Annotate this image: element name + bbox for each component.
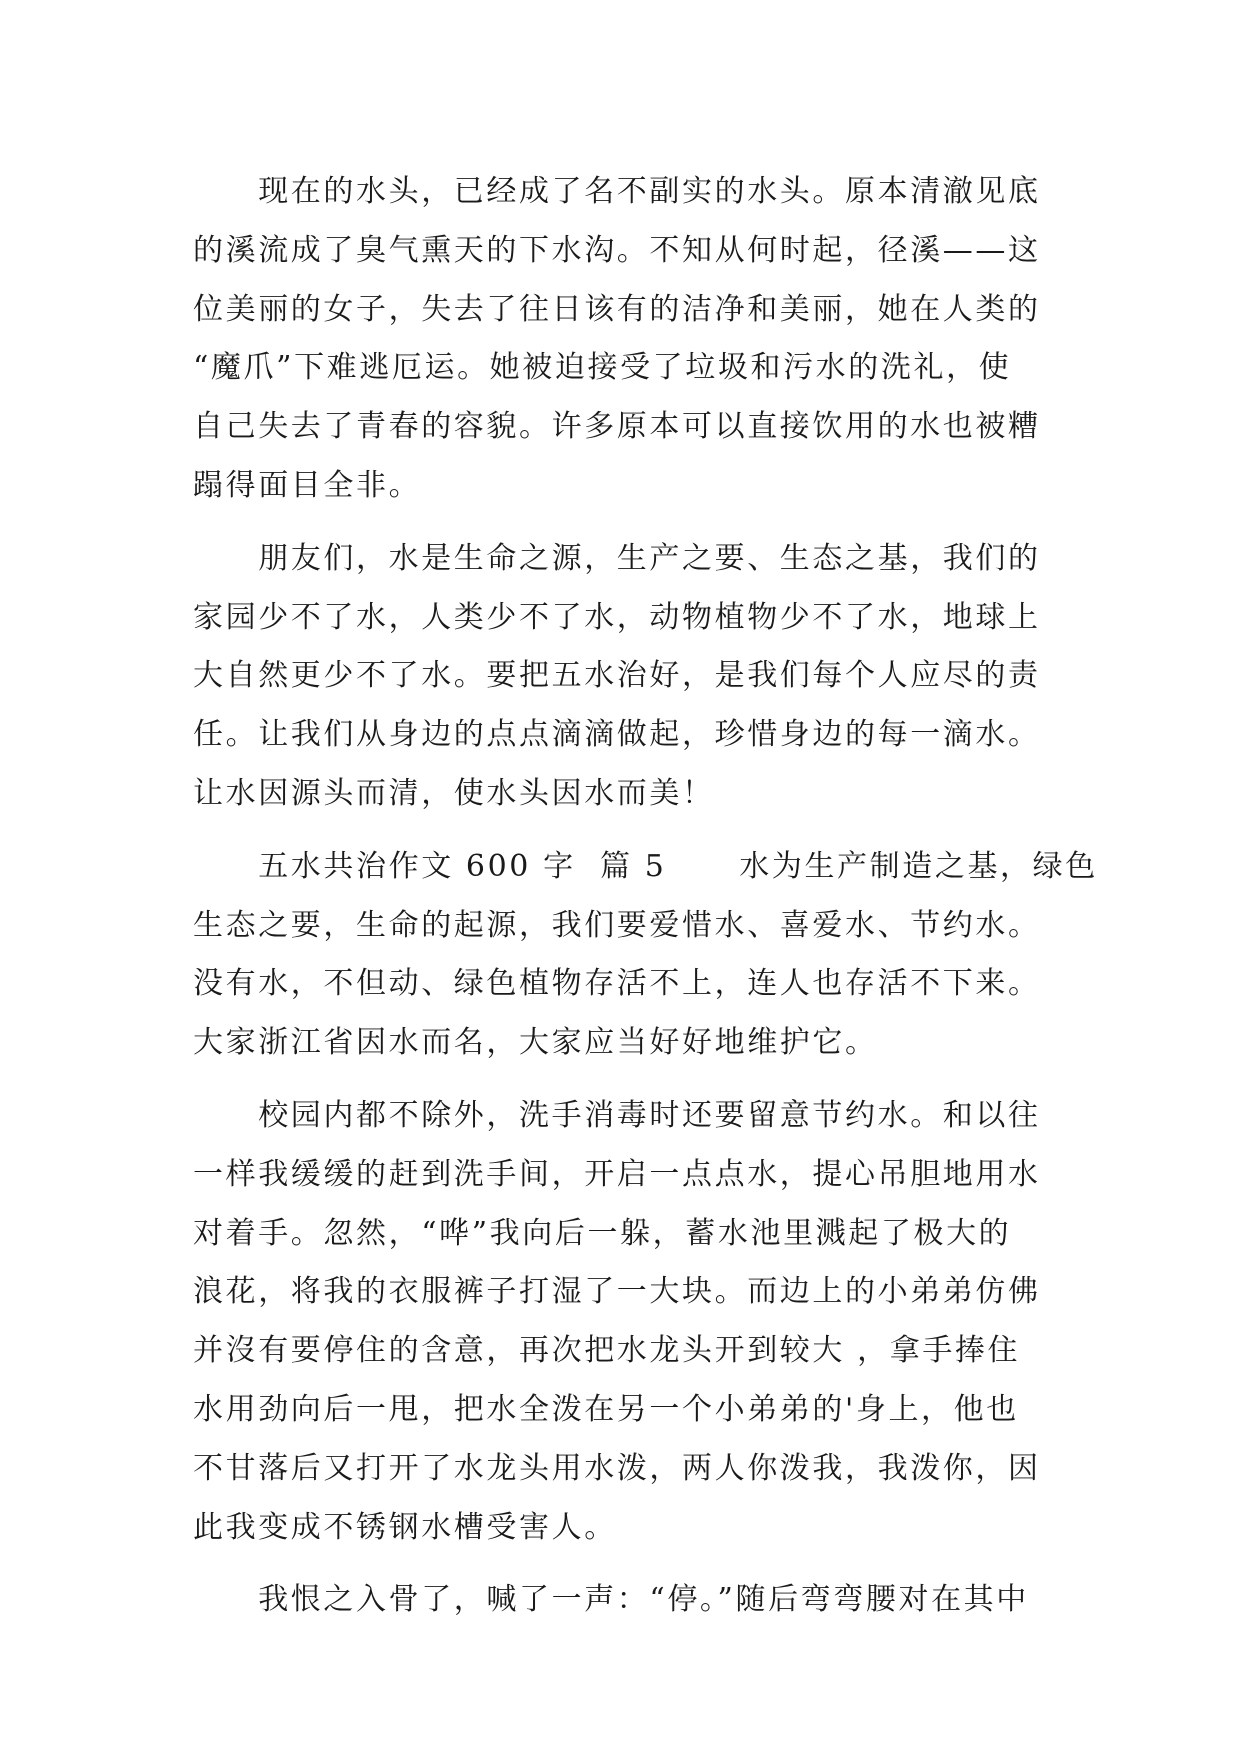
text-line: 生态之要，生命的起源，我们要爱惜水、喜爱水、节约水。 bbox=[193, 907, 1041, 943]
paragraph bbox=[193, 530, 1073, 824]
text-line: 朋友们，水是生命之源，生产之要、生态之基，我们的 bbox=[193, 540, 1041, 576]
text-line: 我恨之入骨了，喊了一声：“停。”随后弯弯腰对在其中 bbox=[193, 1582, 1029, 1618]
text-line: 五水共治作文 600 字 篇 5 水为生产制造之基，绿色 bbox=[193, 848, 1098, 884]
text-line: 校园内都不除外，洗手消毒时还要留意节约水。和以往 bbox=[193, 1097, 1041, 1133]
text-line: 自己失去了青春的容貌。许多原本可以直接饮用的水也被糟 bbox=[193, 409, 1041, 445]
text-line: 对着手。忽然，“哗”我向后一躲，蓄水池里溅起了极大的 bbox=[193, 1215, 1012, 1251]
text-line: 位美丽的女子，失去了往日该有的洁净和美丽，她在人类的 bbox=[193, 291, 1041, 327]
paragraph-gap bbox=[193, 516, 1073, 530]
text-line: 的溪流成了臭气熏天的下水沟。不知从何时起，径溪——这 bbox=[193, 232, 1041, 268]
text-line: “魔爪”下难逃厄运。她被迫接受了垃圾和污水的洗礼，使 bbox=[193, 350, 1012, 386]
text-line: 不甘落后又打开了水龙头用水泼，两人你泼我，我泼你，因 bbox=[193, 1450, 1041, 1486]
paragraph bbox=[193, 1571, 1073, 1630]
text-line: 让水因源头而清，使水头因水而美！ bbox=[193, 775, 715, 811]
text-line: 任。让我们从身边的点点滴滴做起，珍惜身边的每一滴水。 bbox=[193, 717, 1041, 753]
paragraph-gap bbox=[193, 824, 1073, 838]
text-line: 大家浙江省因水而名，大家应当好好地维护它。 bbox=[193, 1025, 878, 1061]
text-line: 大自然更少不了水。要把五水治好，是我们每个人应尽的责 bbox=[193, 658, 1041, 694]
text-line: 家园少不了水，人类少不了水，动物植物少不了水，地球上 bbox=[193, 599, 1041, 635]
text-line: 此我变成不锈钢水槽受害人。 bbox=[193, 1509, 617, 1545]
document-body bbox=[193, 163, 1098, 1630]
paragraph bbox=[193, 163, 1073, 516]
paragraph bbox=[193, 1087, 1073, 1557]
text-line: 没有水，不但动、绿色植物存活不上，连人也存活不下来。 bbox=[193, 966, 1041, 1002]
text-line: 浪花，将我的衣服裤子打湿了一大块。而边上的小弟弟仿佛 bbox=[193, 1274, 1041, 1310]
text-line: 蹋得面目全非。 bbox=[193, 467, 422, 503]
paragraph-gap bbox=[193, 1557, 1073, 1571]
text-line: 一样我缓缓的赶到洗手间，开启一点点水，提心吊胆地用水 bbox=[193, 1156, 1041, 1192]
text-line: 并沒有要停住的含意，再次把水龙头开到较大 ，拿手捧住 bbox=[193, 1333, 1021, 1369]
text-line: 水用劲向后一甩，把水全泼在另一个小弟弟的'身上，他也 bbox=[193, 1391, 1019, 1427]
text-line: 现在的水头，已经成了名不副实的水头。原本清澈见底 bbox=[193, 174, 1041, 209]
paragraph bbox=[193, 838, 1098, 1073]
paragraph-gap bbox=[193, 1073, 1073, 1087]
